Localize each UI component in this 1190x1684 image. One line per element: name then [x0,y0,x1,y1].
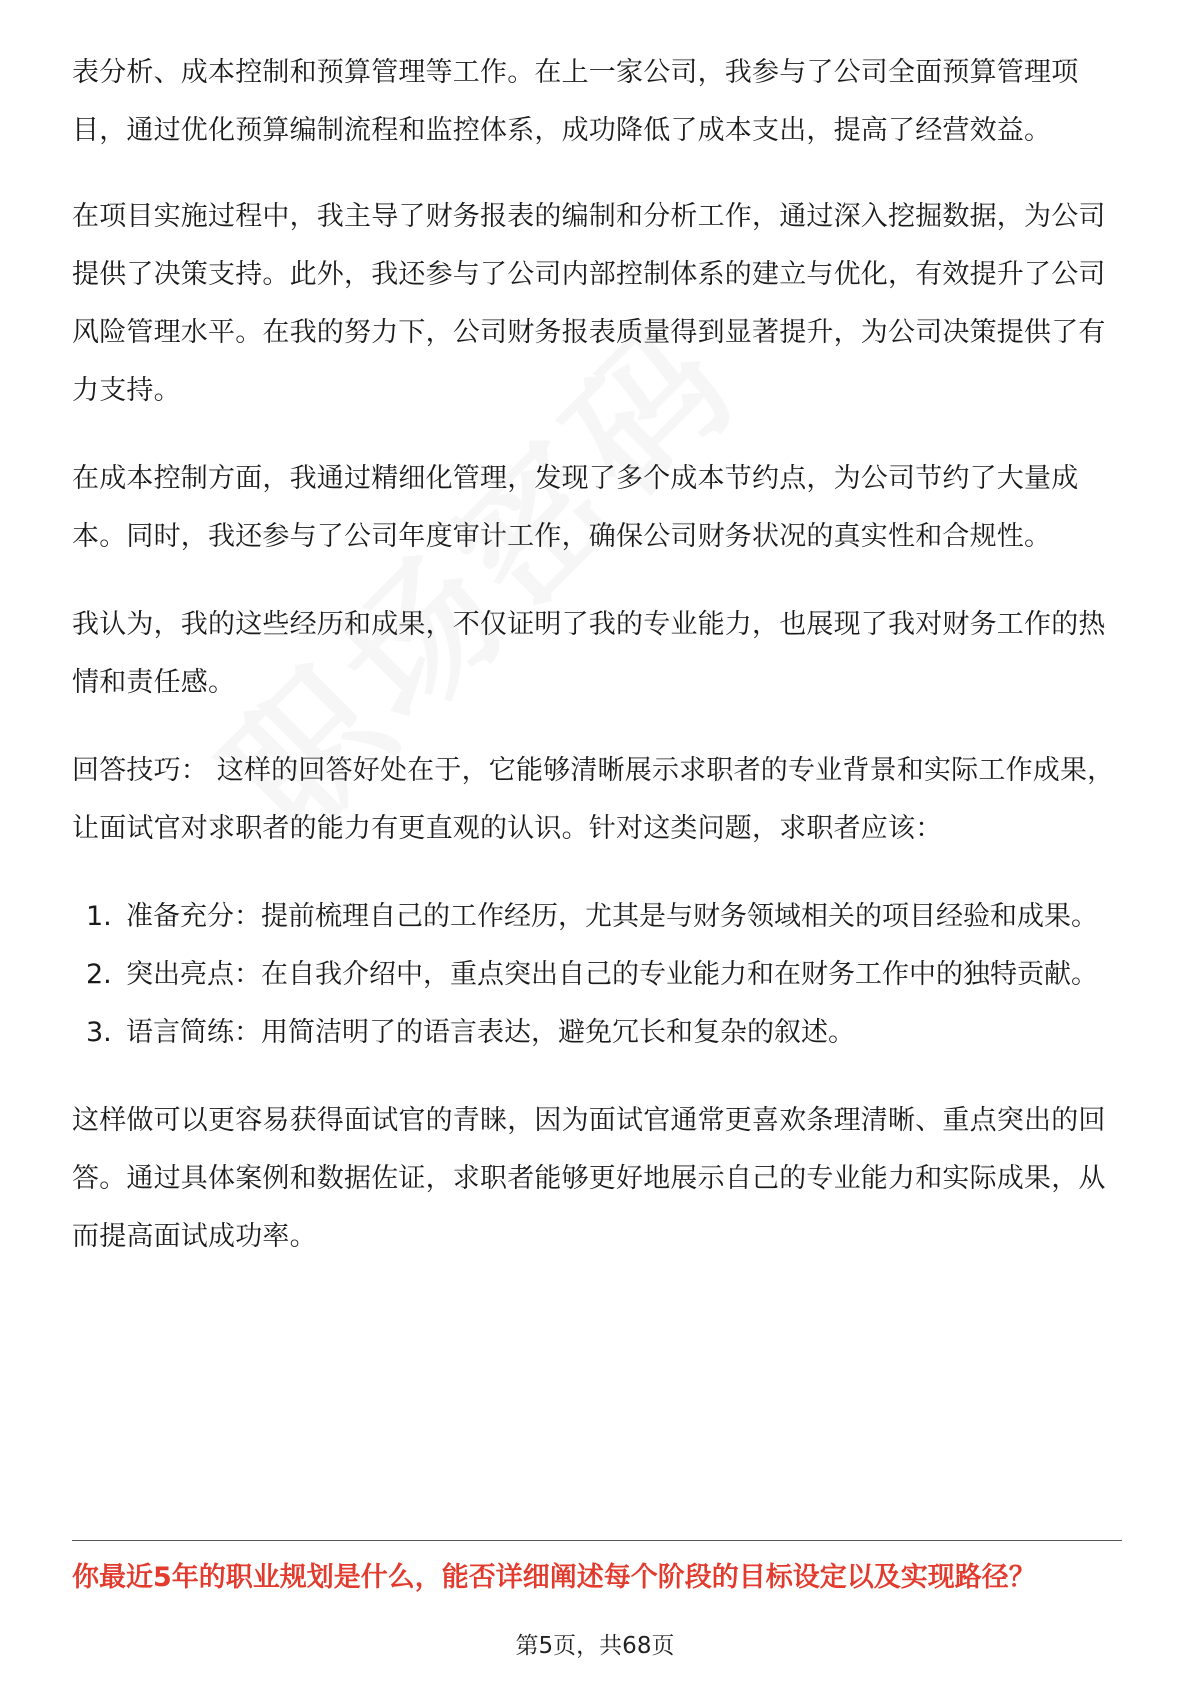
paragraph-cost-control: 在成本控制方面，我通过精细化管理，发现了多个成本节约点，为公司节约了大量成本。同时，我还参与了公司年度审计工作，确保公司财务状况的真实性和合规性。 [72,463,1079,552]
list-item [72,1004,1122,1062]
list-number: 3. [86,1017,112,1048]
list-text: 突出亮点：在自我介绍中，重点突出自己的专业能力和在财务工作中的独特贡献。 [126,959,1098,990]
list-text: 准备充分：提前梳理自己的工作经历，尤其是与财务领域相关的项目经验和成果。 [126,901,1098,932]
list-text: 语言简练：用简洁明了的语言表达，避免冗长和复杂的叙述。 [126,1017,855,1048]
paragraph-conclusion: 我认为，我的这些经历和成果，不仅证明了我的专业能力，也展现了我对财务工作的热情和责任感。 [72,609,1106,698]
page-footer: 第5页，共68页 [515,1633,675,1659]
paragraph-answer-tips: 回答技巧： 这样的回答好处在于，它能够清晰展示求职者的专业背景和实际工作成果，让面试官对求职者的能力有更直观的认识。针对这类问题，求职者应该： [72,755,1115,844]
next-question-heading: 你最近5年的职业规划是什么，能否详细阐述每个阶段的目标设定以及实现路径？ [72,1562,1036,1593]
paragraph-project: 在项目实施过程中，我主导了财务报表的编制和分析工作，通过深入挖掘数据，为公司提供了决策支持。此外，我还参与了公司内部控制体系的建立与优化，有效提升了公司风险管理水平。在我的努力下，公司财务报表质量得到显著提升，为公司决策提供了有力支持。 [72,201,1106,406]
paragraph-experience: 表分析、成本控制和预算管理等工作。在上一家公司，我参与了公司全面预算管理项目，通过优化预算编制流程和监控体系，成功降低了成本支出，提高了经营效益。 [72,57,1079,146]
paragraph-closing: 这样做可以更容易获得面试官的青睐，因为面试官通常更喜欢条理清晰、重点突出的回答。通过具体案例和数据佐证，求职者能够更好地展示自己的专业能力和实际成果，从而提高面试成功率。 [72,1105,1106,1252]
section-divider [72,1540,1122,1541]
list-item [72,946,1122,1004]
document-body [72,44,1122,1296]
list-number: 1. [86,901,112,932]
list-item [72,888,1122,946]
tips-list [72,888,1122,1062]
list-number: 2. [86,959,112,990]
